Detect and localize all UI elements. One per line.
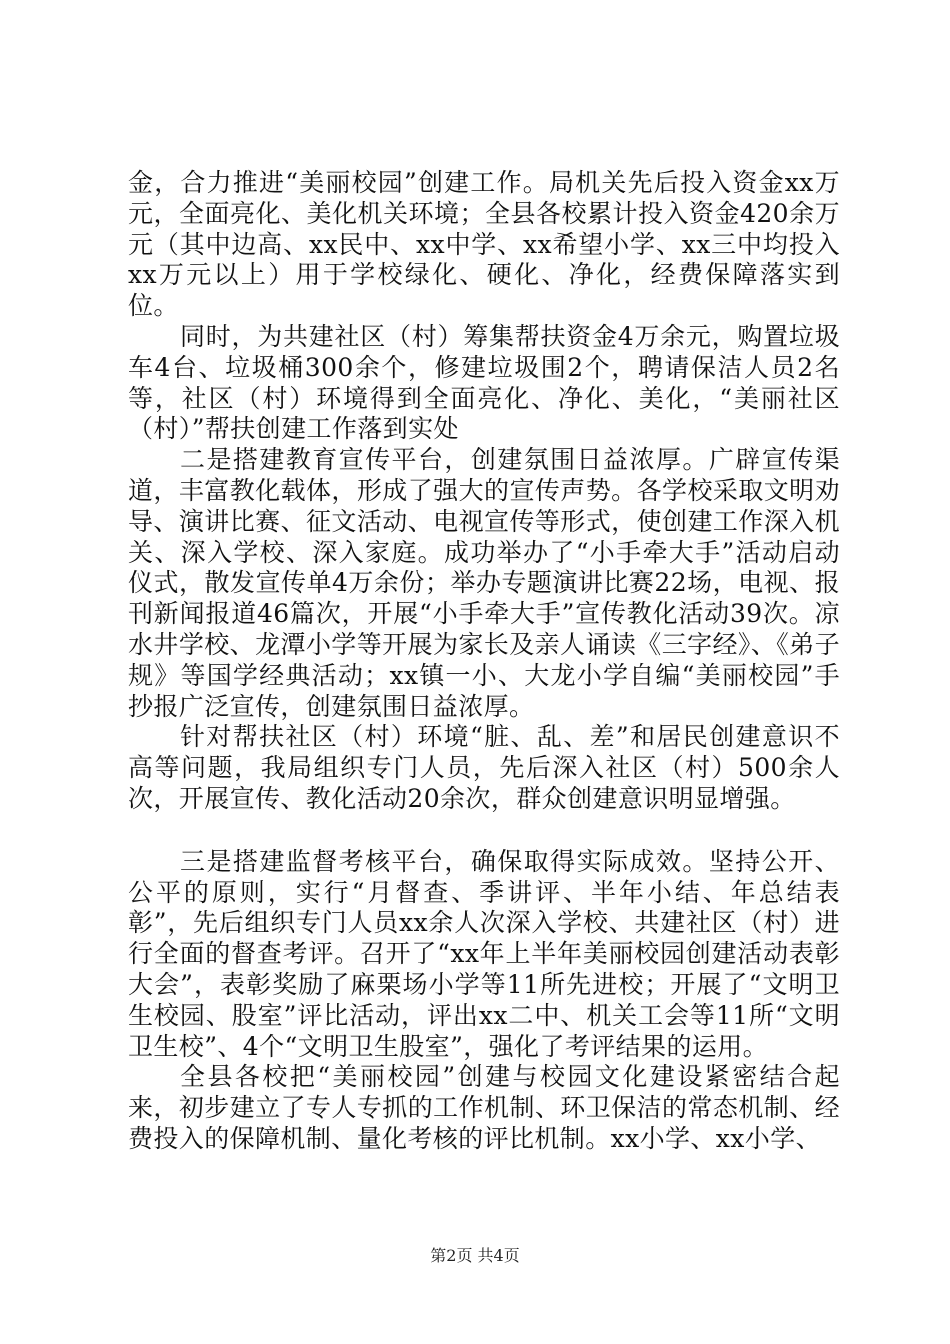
document-body (128, 168, 840, 1155)
page-number-footer: 第2页 共4页 (430, 1246, 520, 1265)
paragraph-school-mechanisms: 全县各校把“美丽校园”创建与校园文化建设紧密结合起来，初步建立了专人专抓的工作机制、环卫保洁的常态机制、经费投入的保障机制、量化考核的评比机制。xx小学、xx小学、 (128, 1062, 840, 1153)
paragraph-community-education: 针对帮扶社区（村）环境“脏、乱、差”和居民创建意识不高等问题，我局组织专门人员，先后深入社区（村）500余人次，开展宣传、教化活动20余次，群众创建意识明显增强。 (128, 722, 840, 813)
paragraph-community-support: 同时，为共建社区（村）筹集帮扶资金4万余元，购置垃圾车4台、垃圾桶300余个，修建垃圾围2个，聘请保洁人员2名等，社区（村）环境得到全面亮化、净化、美化，“美丽社区（村）”帮扶创建工作落到实处 (128, 321, 840, 444)
paragraph-supervision-platform: 三是搭建监督考核平台，确保取得实际成效。坚持公开、公平的原则，实行“月督查、季讲评、半年小结、年总结表彰”，先后组织专门人员xx余人次深入学校、共建社区（村）进行全面的督查考评。召开了“xx年上半年美丽校园创建活动表彰大会”，表彰奖励了麻栗场小学等11所先进校；开展了“文明卫生校园、股室”评比活动，评出xx二中、机关工会等11所“文明卫生校”、4个“文明卫生股室”，强化了考评结果的运用。 (128, 846, 840, 1061)
paragraph-spacer (128, 815, 840, 847)
paragraph-publicity-platform: 二是搭建教育宣传平台，创建氛围日益浓厚。广辟宣传渠道，丰富教化载体，形成了强大的宣传声势。各学校采取文明劝导、演讲比赛、征文活动、电视宣传等形式，使创建工作深入机关、深入学校、深入家庭。成功举办了“小手牵大手”活动启动仪式，散发宣传单4万余份；举办专题演讲比赛22场，电视、报刊新闻报道46篇次，开展“小手牵大手”宣传教化活动39次。凉水井学校、龙潭小学等开展为家长及亲人诵读《三字经》、《弟子规》等国学经典活动；xx镇一小、大龙小学自编“美丽校园”手抄报广泛宣传，创建氛围日益浓厚。 (128, 445, 840, 721)
paragraph-funding: 金，合力推进“美丽校园”创建工作。局机关先后投入资金xx万元，全面亮化、美化机关环境；全县各校累计投入资金420余万元（其中边高、xx民中、xx中学、xx希望小学、xx三中均投入xx万元以上）用于学校绿化、硬化、净化，经费保障落实到位。 (128, 168, 840, 321)
